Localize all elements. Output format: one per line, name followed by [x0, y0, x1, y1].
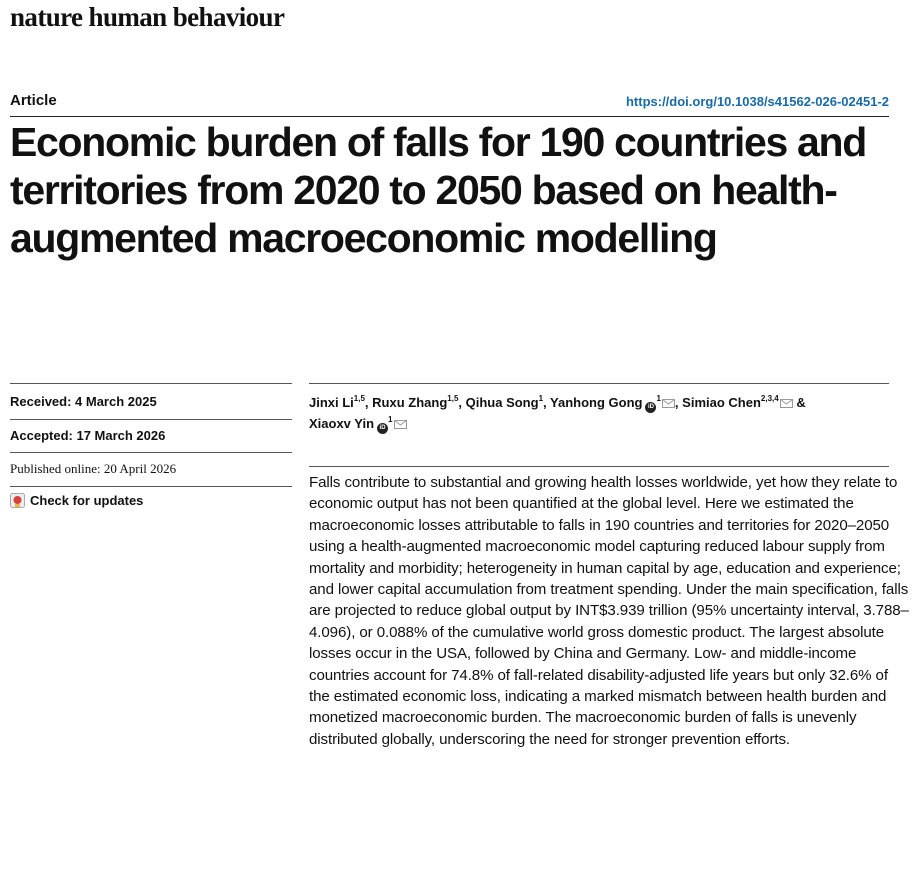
author-affiliation: 1 — [388, 415, 393, 424]
author-separator: , — [458, 395, 466, 410]
published-divider — [10, 452, 292, 453]
abstract-text: Falls contribute to substantial and growing health losses worldwide, yet how they relate to economic output has not been quantified at the global level. Here we estimated the macroeconomic losses attributable to falls in 190 countries and territories for 2020–2050 using a health-augmented macroeconomic model capturing reduced labour supply from mortality and morbidity; heterogeneity in human capital by age, education and experience; and lower capital accumulation from treatment spending. Under the main specification, falls are projected to reduce global output by INT$3.939 trillion (95% uncertainty interval, 3.788–4.096), or 0.088% of the cumulative world gross domestic product. The largest absolute losses occur in the USA, followed by China and Germany. Low- and middle-income countries account for 74.8% of fall-related disability-adjusted life years but only 32.6% of the estimated economic loss, indicating a marked mismatch between health burden and monetized macroeconomic burden. The macroeconomic burden of falls is unevenly distributed globally, underscoring the need for stronger prevention efforts. — [309, 474, 909, 748]
orcid-icon[interactable]: iD — [645, 402, 656, 413]
article-header-row — [10, 92, 889, 112]
author-name[interactable]: Ruxu Zhang — [372, 395, 448, 410]
check-for-updates-button[interactable] — [10, 493, 143, 508]
author-name[interactable]: Simiao Chen — [682, 395, 761, 410]
author-affiliation: 1 — [538, 394, 544, 403]
author-name[interactable]: Qihua Song — [465, 395, 539, 410]
check-updates-label: Check for updates — [30, 493, 144, 508]
check-updates-icon — [10, 493, 25, 508]
published-date: Published online: 20 April 2026 — [10, 461, 177, 476]
received-date: Received: 4 March 2025 — [10, 394, 157, 409]
author-separator: , — [364, 395, 373, 410]
accepted-divider — [10, 419, 292, 420]
author-affiliation: 1 — [656, 394, 661, 403]
author-affiliation: 1,5 — [353, 394, 365, 403]
journal-name: nature human behaviour — [10, 2, 285, 32]
envelope-icon[interactable] — [394, 420, 407, 429]
author-list — [309, 392, 889, 434]
author-separator: , — [543, 395, 551, 410]
orcid-icon[interactable]: iD — [377, 423, 388, 434]
article-title: Economic burden of falls for 190 countries and territories from 2020 to 2050 based on health-augmented macroeconomic modelling — [10, 119, 867, 261]
article-type: Article — [10, 92, 57, 109]
envelope-icon[interactable] — [780, 399, 793, 408]
author-name[interactable]: Yanhong Gong — [550, 395, 643, 410]
author-separator: & — [792, 395, 806, 410]
check-updates-divider — [10, 486, 292, 487]
header-divider — [10, 116, 889, 117]
author-name[interactable]: Xiaoxv Yin — [309, 416, 375, 431]
author-separator: , — [674, 395, 683, 410]
accepted-date: Accepted: 17 March 2026 — [10, 428, 166, 443]
envelope-icon[interactable] — [662, 399, 675, 408]
abstract-divider — [309, 466, 889, 467]
received-divider — [10, 383, 292, 384]
doi-link[interactable]: https://doi.org/10.1038/s41562-026-02451-2 — [625, 94, 889, 109]
authors-divider — [309, 383, 889, 384]
author-name[interactable]: Jinxi Li — [309, 395, 354, 410]
author-affiliation: 2,3,4 — [760, 394, 779, 403]
author-affiliation: 1,5 — [447, 394, 459, 403]
